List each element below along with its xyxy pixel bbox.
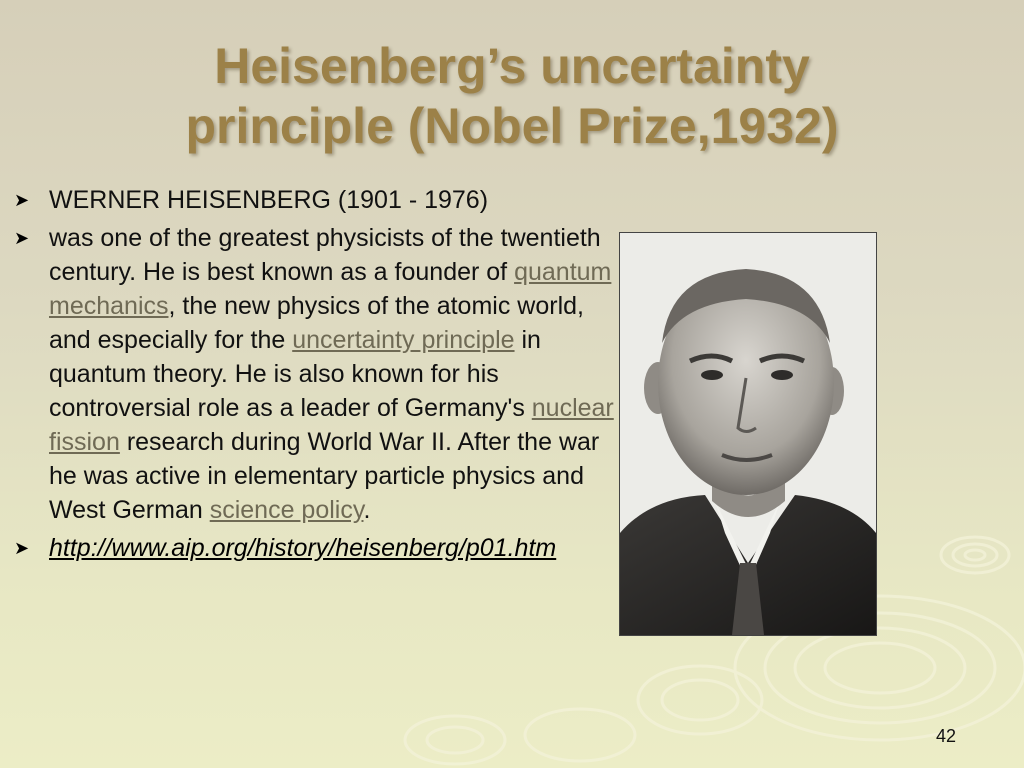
bio-text-2: , the new physics of the atomic world, and especially for the (49, 292, 584, 354)
bullet-list (14, 183, 614, 569)
bio-text-4: research during World War II. After the war he was active in elementary particle physics and West German (49, 428, 600, 524)
arrow-bullet-icon: ➤ (14, 228, 30, 248)
bullet-item-2 (14, 221, 614, 527)
slide-page-number: 42 (936, 726, 957, 746)
link-quantum-mechanics[interactable]: quantum mechanics (49, 258, 612, 320)
bio-text-3: in quantum theory. He is also known for his controversial role as a leader of Germany's (49, 326, 541, 422)
bio-text-5: . (363, 496, 371, 524)
link-uncertainty-principle[interactable]: uncertainty principle (292, 326, 515, 354)
heisenberg-portrait-photo (619, 232, 877, 636)
bullet-1-text: WERNER HEISENBERG (1901 - 1976) (49, 186, 489, 214)
title-line-1: Heisenberg’s uncertainty (214, 38, 810, 94)
bullet-item-1 (14, 183, 614, 217)
arrow-bullet-icon: ➤ (14, 190, 30, 210)
bio-text-1: was one of the greatest physicists of the twentieth century. He is best known as a founder of (49, 224, 601, 286)
arrow-bullet-icon: ➤ (14, 538, 30, 558)
title-line-2: principle (Nobel Prize,1932) (185, 98, 839, 154)
aip-history-link[interactable]: http://www.aip.org/history/heisenberg/p01.htm (49, 534, 557, 562)
bullet-item-3 (14, 531, 614, 565)
slide-title (40, 36, 984, 156)
link-nuclear-fission[interactable]: nuclear fission (49, 394, 614, 456)
link-science-policy[interactable]: science policy (209, 496, 364, 524)
